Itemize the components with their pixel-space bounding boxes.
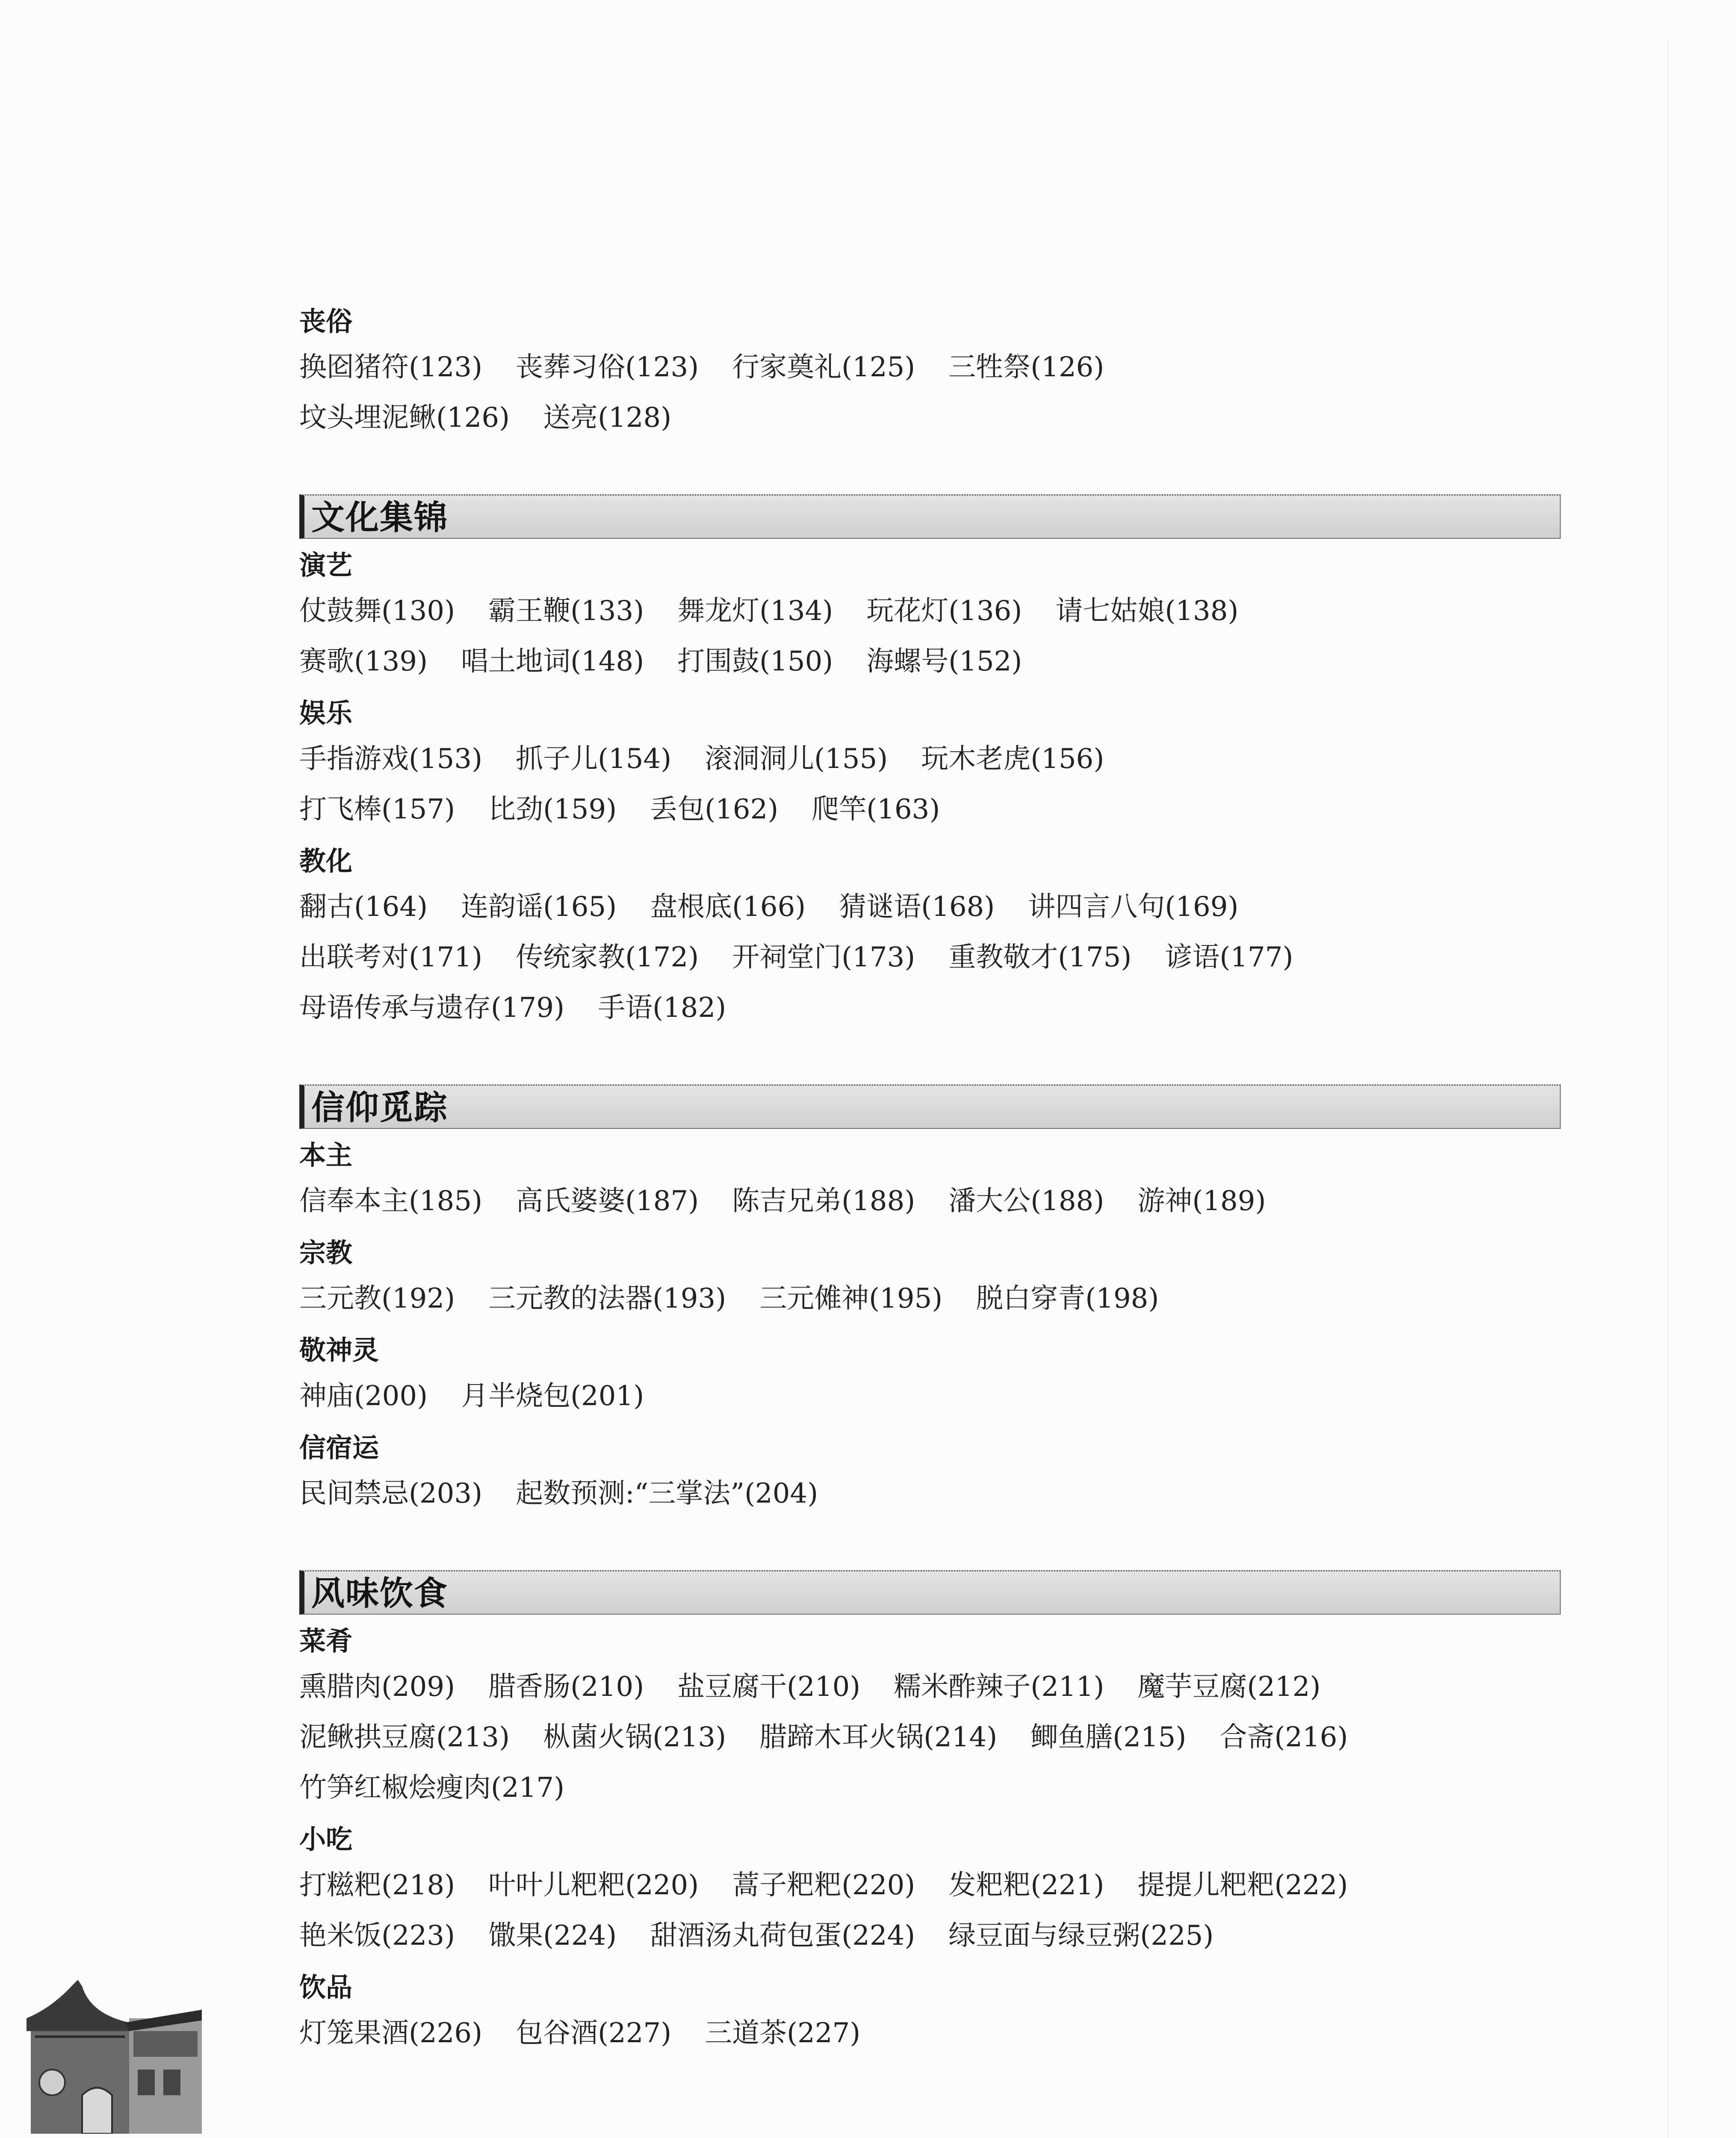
toc-entry: 打围鼓(150) [677,646,833,677]
toc-entry: 换囵猪符(123) [299,351,483,383]
toc-entry: 灯笼果酒(226) [299,2017,483,2049]
toc-entry: 起数预测:“三掌法”(204) [516,1478,818,1509]
toc-entry: 翻古(164) [299,891,428,923]
toc-entry: 艳米饭(223) [299,1920,455,1952]
toc-entry: 抓子儿(154) [516,743,672,775]
entry-line [299,1176,1561,1226]
toc-entry: 坟头埋泥鳅(126) [299,402,510,434]
toc-entry: 丢包(162) [650,794,779,825]
table-of-contents [299,295,1561,2110]
entry-line [299,1662,1561,1712]
toc-entry: 合斋(216) [1219,1722,1348,1753]
toc-entry: 高氏婆婆(187) [516,1185,699,1217]
toc-entry: 腊蹄木耳火锅(214) [759,1722,998,1753]
toc-entry: 手指游戏(153) [299,743,483,775]
entry-line [299,1911,1561,1961]
toc-entry: 鲫鱼膳(215) [1030,1722,1187,1753]
toc-entry: 滚洞洞儿(155) [705,743,888,775]
entry-line [299,983,1561,1033]
toc-entry: 腊香肠(210) [488,1671,644,1703]
category-heading: 本主 [299,1140,353,1171]
toc-entry: 糯米酢辣子(211) [894,1671,1104,1703]
temple-photo [27,1967,202,2134]
toc-entry: 仗鼓舞(130) [299,595,455,627]
toc-entry: 舞龙灯(134) [677,595,833,627]
section-title: 信仰觅踪 [299,1084,1561,1129]
toc-section [299,301,1561,443]
toc-entry: 传统家教(172) [516,942,699,973]
category-heading: 教化 [299,845,353,877]
toc-entry: 爬竿(163) [812,794,940,825]
toc-entry: 叶叶儿粑粑(220) [488,1869,699,1901]
toc-section [299,1084,1561,1519]
toc-entry: 唱土地词(148) [461,646,644,677]
toc-entry: 脱白穿青(198) [976,1283,1159,1314]
category-heading: 演艺 [299,549,353,581]
toc-entry: 霸王鞭(133) [488,595,644,627]
toc-entry: 打飞棒(157) [299,794,455,825]
toc-entry: 丧葬习俗(123) [516,351,699,383]
toc-entry: 熏腊肉(209) [299,1671,455,1703]
entry-line [299,1468,1561,1519]
toc-entry: 连韵谣(165) [461,891,617,923]
entry-line [299,586,1561,636]
toc-entry: 信奉本主(185) [299,1185,483,1217]
entry-line [299,342,1561,393]
toc-entry: 猜谜语(168) [839,891,995,923]
toc-entry: 出联考对(171) [299,942,483,973]
toc-entry: 请七姑娘(138) [1055,595,1239,627]
entry-line [299,932,1561,983]
toc-entry: 手语(182) [598,992,726,1024]
toc-section [299,1570,1561,2058]
toc-entry: 盐豆腐干(210) [677,1671,861,1703]
toc-entry: 三元傩神(195) [759,1283,943,1314]
toc-entry: 三道茶(227) [705,2017,861,2049]
toc-entry: 玩木老虎(156) [921,743,1104,775]
entry-line [299,734,1561,784]
section-title: 风味饮食 [299,1570,1561,1615]
toc-entry: 月半烧包(201) [461,1380,644,1412]
toc-entry: 母语传承与遗存(179) [299,992,565,1024]
toc-entry: 谚语(177) [1165,942,1293,973]
toc-entry: 重教敬才(175) [948,942,1132,973]
entry-line [299,784,1561,835]
toc-entry: 赛歌(139) [299,646,428,677]
entry-line [299,393,1561,443]
toc-entry: 三元教(192) [299,1283,455,1314]
toc-entry: 竹笋红椒烩瘦肉(217) [299,1772,565,1804]
toc-entry: 游神(189) [1137,1185,1266,1217]
toc-entry: 民间禁忌(203) [299,1478,483,1509]
toc-entry: 绿豆面与绿豆粥(225) [948,1920,1214,1952]
entry-line [299,1860,1561,1911]
toc-entry: 比劲(159) [488,794,617,825]
entry-line [299,636,1561,687]
toc-entry: 甜酒汤丸荷包蛋(224) [650,1920,915,1952]
toc-entry: 三牲祭(126) [948,351,1104,383]
toc-entry: 送亮(128) [543,402,672,434]
toc-entry: 潘大公(188) [948,1185,1104,1217]
toc-entry: 打糍粑(218) [299,1869,455,1901]
toc-entry: 神庙(200) [299,1380,428,1412]
category-heading: 敬神灵 [299,1335,379,1366]
category-heading: 饮品 [299,1972,353,2003]
entry-line [299,1273,1561,1324]
category-heading: 宗教 [299,1237,353,1268]
category-heading: 丧俗 [299,306,353,337]
toc-entry: 包谷酒(227) [516,2017,672,2049]
category-heading: 信宿运 [299,1432,379,1463]
toc-entry: 蒿子粑粑(220) [732,1869,915,1901]
toc-entry: 盘根底(166) [650,891,806,923]
toc-entry: 行家奠礼(125) [732,351,915,383]
section-title: 文化集锦 [299,494,1561,539]
toc-entry: 泥鳅拱豆腐(213) [299,1722,510,1753]
entry-line [299,1763,1561,1813]
toc-entry: 玩花灯(136) [866,595,1022,627]
toc-entry: 讲四言八句(169) [1028,891,1239,923]
category-heading: 菜肴 [299,1625,353,1657]
entry-line [299,1371,1561,1421]
entry-line [299,2008,1561,2058]
toc-entry: 陈吉兄弟(188) [732,1185,915,1217]
toc-entry: 开祠堂门(173) [732,942,915,973]
toc-section [299,494,1561,1033]
toc-entry: 海螺号(152) [866,646,1022,677]
toc-entry: 发粑粑(221) [948,1869,1104,1901]
toc-entry: 魔芋豆腐(212) [1137,1671,1321,1703]
category-heading: 小吃 [299,1824,353,1855]
entry-line [299,882,1561,932]
entry-line [299,1712,1561,1763]
toc-entry: 枞菌火锅(213) [543,1722,726,1753]
category-heading: 娱乐 [299,697,353,729]
toc-entry: 馓果(224) [488,1920,617,1952]
toc-entry: 三元教的法器(193) [488,1283,726,1314]
toc-entry: 提提儿粑粑(222) [1137,1869,1348,1901]
